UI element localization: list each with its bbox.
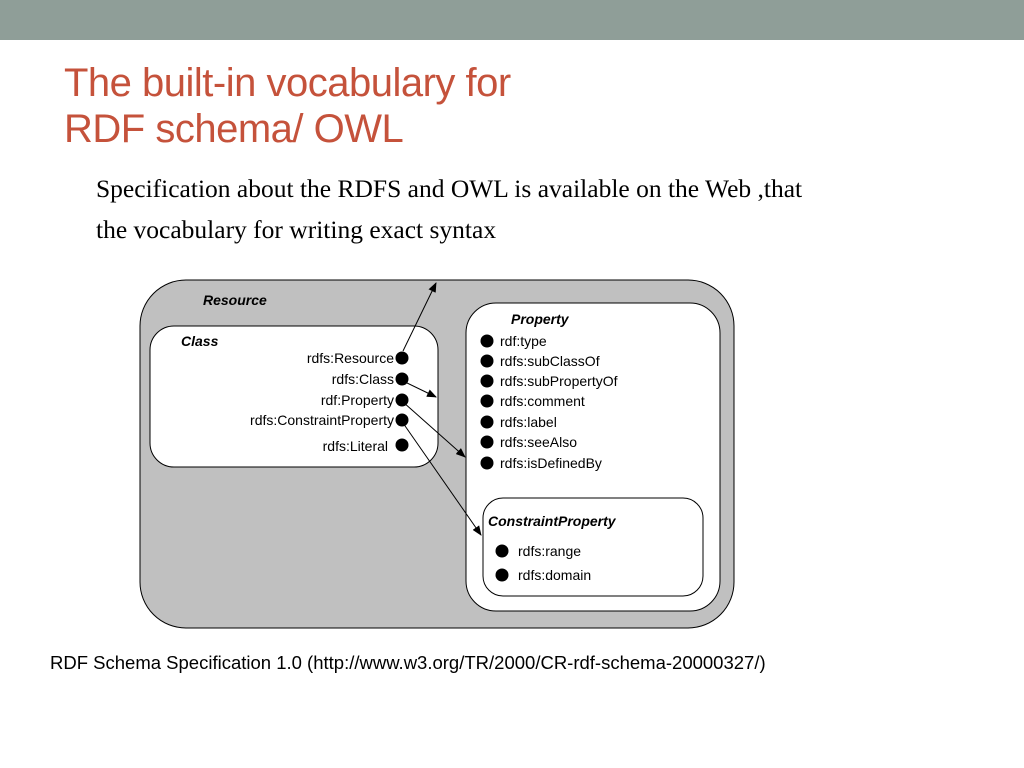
property-item: rdfs:subPropertyOf bbox=[500, 373, 618, 389]
constraint-property-title: ConstraintProperty bbox=[488, 513, 616, 529]
bullet-dot bbox=[481, 355, 494, 368]
bullet-dot bbox=[481, 335, 494, 348]
class-item: rdfs:Class bbox=[331, 371, 394, 387]
bullet-dot bbox=[396, 373, 409, 386]
bullet-dot bbox=[396, 352, 409, 365]
title-line-2: RDF schema/ OWL bbox=[64, 107, 404, 151]
bullet-dot bbox=[481, 436, 494, 449]
bullet-dot bbox=[396, 414, 409, 427]
bullet-dot bbox=[481, 457, 494, 470]
bullet-dot bbox=[481, 416, 494, 429]
body-line-2: the vocabulary for writing exact syntax bbox=[96, 215, 497, 244]
title-line-1: The built-in vocabulary for bbox=[64, 61, 511, 105]
property-item: rdfs:subClassOf bbox=[500, 353, 600, 369]
class-title: Class bbox=[181, 333, 219, 349]
source-caption: RDF Schema Specification 1.0 (http://www.w3.org/TR/2000/CR-rdf-schema-20000327/) bbox=[50, 652, 766, 673]
class-item: rdf:Property bbox=[320, 392, 394, 408]
property-item: rdfs:label bbox=[500, 414, 557, 430]
class-item: rdfs:Resource bbox=[306, 350, 394, 366]
bullet-dot bbox=[481, 395, 494, 408]
property-item: rdfs:seeAlso bbox=[500, 434, 578, 450]
bullet-dot bbox=[496, 545, 509, 558]
class-item: rdfs:Literal bbox=[322, 438, 388, 454]
property-item: rdfs:comment bbox=[500, 393, 585, 409]
property-item: rdf:type bbox=[500, 333, 547, 349]
bullet-dot bbox=[481, 375, 494, 388]
resource-title: Resource bbox=[203, 292, 267, 308]
class-item: rdfs:ConstraintProperty bbox=[250, 412, 394, 428]
constraint-item: rdfs:range bbox=[518, 543, 582, 559]
body-line-1: Specification about the RDFS and OWL is available on the Web ,that bbox=[96, 174, 803, 203]
bullet-dot bbox=[396, 439, 409, 452]
property-item: rdfs:isDefinedBy bbox=[500, 455, 602, 471]
property-title: Property bbox=[511, 311, 569, 327]
constraint-item: rdfs:domain bbox=[518, 567, 592, 583]
bullet-dot bbox=[496, 569, 509, 582]
